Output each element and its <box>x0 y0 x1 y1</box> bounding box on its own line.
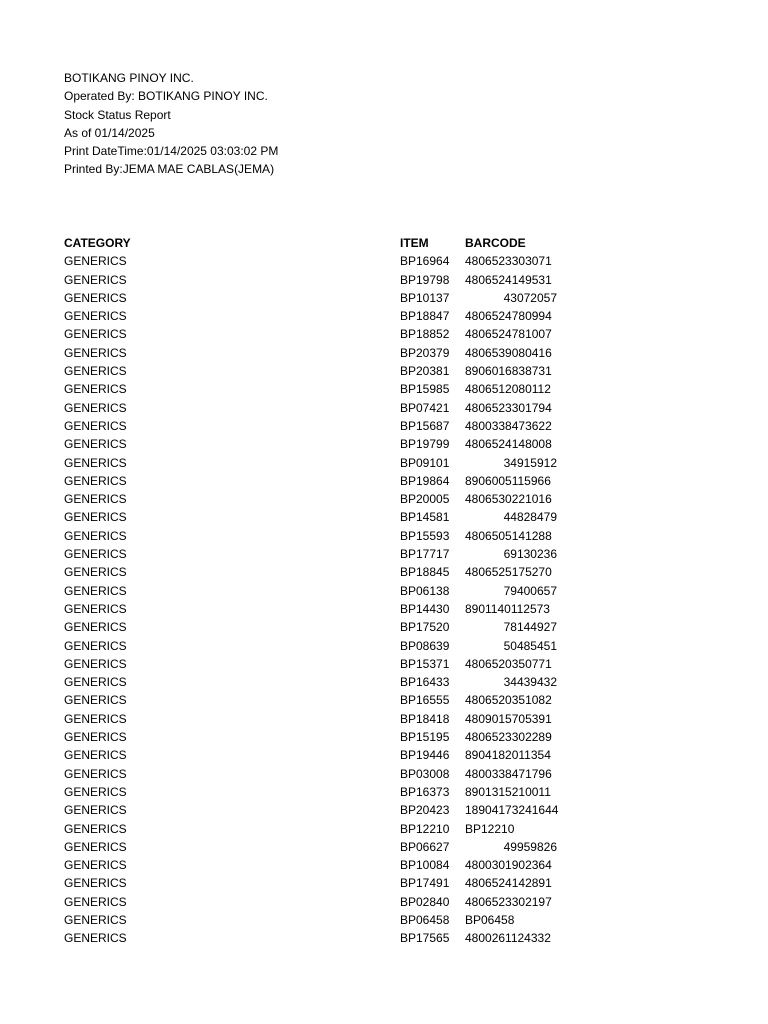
category-cell: GENERICS <box>64 656 127 671</box>
print-datetime: Print DateTime:01/14/2025 03:03:02 PM <box>64 144 279 159</box>
barcode-cell: 4806524142891 <box>465 876 552 891</box>
item-cell: BP14430 <box>400 601 450 616</box>
category-cell: GENERICS <box>64 364 127 379</box>
item-cell: BP09101 <box>400 455 450 470</box>
barcode-cell: 4800338471796 <box>465 766 552 781</box>
category-cell: GENERICS <box>64 400 127 415</box>
table-row <box>64 746 584 764</box>
barcode-cell: 4806512080112 <box>465 382 551 397</box>
stock-table <box>64 234 584 948</box>
item-cell: BP02840 <box>400 894 450 909</box>
category-cell: GENERICS <box>64 382 127 397</box>
barcode-cell: 4800338473622 <box>465 418 552 433</box>
item-cell: BP06138 <box>400 583 450 598</box>
category-cell: GENERICS <box>64 839 127 854</box>
category-cell: GENERICS <box>64 711 127 726</box>
table-row <box>64 435 584 453</box>
barcode-cell: 34915912 <box>503 455 557 470</box>
item-cell: BP17565 <box>400 931 450 946</box>
item-cell: BP17717 <box>400 547 450 562</box>
table-row <box>64 454 584 472</box>
item-cell: BP17491 <box>400 876 450 891</box>
barcode-cell: 79400657 <box>503 583 557 598</box>
category-cell: GENERICS <box>64 601 127 616</box>
barcode-cell: 4806530221016 <box>465 492 552 507</box>
barcode-cell: 4806523301794 <box>465 400 552 415</box>
category-cell: GENERICS <box>64 803 127 818</box>
barcode-cell: 4806524149531 <box>465 272 552 287</box>
category-cell: GENERICS <box>64 473 127 488</box>
barcode-cell: 44828479 <box>503 510 557 525</box>
table-row <box>64 765 584 783</box>
barcode-cell: 8906016838731 <box>465 364 552 379</box>
item-cell: BP12210 <box>400 821 450 836</box>
table-row <box>64 344 584 362</box>
table-row <box>64 618 584 636</box>
table-row <box>64 929 584 947</box>
barcode-cell: 4806520351082 <box>465 693 552 708</box>
column-header-barcode: BARCODE <box>465 236 526 250</box>
barcode-cell: 8901315210011 <box>465 784 551 799</box>
category-cell: GENERICS <box>64 821 127 836</box>
table-body <box>64 252 584 947</box>
category-cell: GENERICS <box>64 583 127 598</box>
item-cell: BP16555 <box>400 693 450 708</box>
barcode-cell: 4806524781007 <box>465 327 552 342</box>
table-row <box>64 362 584 380</box>
category-cell: GENERICS <box>64 876 127 891</box>
category-cell: GENERICS <box>64 748 127 763</box>
category-cell: GENERICS <box>64 254 127 269</box>
category-cell: GENERICS <box>64 437 127 452</box>
as-of-date: As of 01/14/2025 <box>64 125 155 140</box>
barcode-cell: 4809015705391 <box>465 711 552 726</box>
report-header <box>64 69 278 179</box>
barcode-cell: 4806523302197 <box>465 894 552 909</box>
category-cell: GENERICS <box>64 327 127 342</box>
category-cell: GENERICS <box>64 693 127 708</box>
table-row <box>64 325 584 343</box>
item-cell: BP18845 <box>400 565 450 580</box>
barcode-cell: 8901140112573 <box>465 601 550 616</box>
barcode-cell: 49959826 <box>503 839 557 854</box>
category-cell: GENERICS <box>64 912 127 927</box>
item-cell: BP17520 <box>400 620 450 635</box>
category-cell: GENERICS <box>64 675 127 690</box>
category-cell: GENERICS <box>64 784 127 799</box>
table-row <box>64 527 584 545</box>
column-header-item: ITEM <box>400 236 429 250</box>
table-row <box>64 637 584 655</box>
category-cell: GENERICS <box>64 565 127 580</box>
item-cell: BP07421 <box>400 400 450 415</box>
table-row <box>64 399 584 417</box>
item-cell: BP20423 <box>400 803 450 818</box>
barcode-cell: 4806523302289 <box>465 730 552 745</box>
barcode-cell: 34439432 <box>503 675 557 690</box>
barcode-cell: 8904182011354 <box>465 748 551 763</box>
item-cell: BP15371 <box>400 656 450 671</box>
item-cell: BP15593 <box>400 528 450 543</box>
category-cell: GENERICS <box>64 510 127 525</box>
barcode-cell: 4800261124332 <box>465 931 551 946</box>
barcode-cell: BP12210 <box>465 821 515 836</box>
barcode-cell: 43072057 <box>503 290 557 305</box>
table-row <box>64 563 584 581</box>
table-row <box>64 600 584 618</box>
table-row <box>64 545 584 563</box>
table-row <box>64 874 584 892</box>
item-cell: BP15687 <box>400 418 450 433</box>
table-row <box>64 856 584 874</box>
barcode-cell: BP06458 <box>465 912 515 927</box>
table-row <box>64 655 584 673</box>
table-row <box>64 417 584 435</box>
barcode-cell: 4806505141288 <box>465 528 552 543</box>
table-row <box>64 380 584 398</box>
item-cell: BP15985 <box>400 382 450 397</box>
table-row <box>64 472 584 490</box>
item-cell: BP16433 <box>400 675 450 690</box>
column-header-category: CATEGORY <box>64 236 131 250</box>
item-cell: BP19799 <box>400 437 450 452</box>
barcode-cell: 4806524148008 <box>465 437 552 452</box>
table-row <box>64 893 584 911</box>
item-cell: BP14581 <box>400 510 450 525</box>
category-cell: GENERICS <box>64 547 127 562</box>
table-row <box>64 289 584 307</box>
item-cell: BP20005 <box>400 492 450 507</box>
item-cell: BP19798 <box>400 272 450 287</box>
item-cell: BP20379 <box>400 345 450 360</box>
barcode-cell: 18904173241644 <box>465 803 559 818</box>
barcode-cell: 8906005115966 <box>465 473 551 488</box>
table-row <box>64 271 584 289</box>
item-cell: BP08639 <box>400 638 450 653</box>
category-cell: GENERICS <box>64 345 127 360</box>
table-row <box>64 307 584 325</box>
item-cell: BP19446 <box>400 748 450 763</box>
category-cell: GENERICS <box>64 418 127 433</box>
item-cell: BP06458 <box>400 912 450 927</box>
item-cell: BP18418 <box>400 711 450 726</box>
item-cell: BP03008 <box>400 766 450 781</box>
table-row <box>64 252 584 270</box>
category-cell: GENERICS <box>64 638 127 653</box>
item-cell: BP16964 <box>400 254 450 269</box>
table-header-row <box>64 234 584 252</box>
operated-by: Operated By: BOTIKANG PINOY INC. <box>64 89 268 104</box>
category-cell: GENERICS <box>64 931 127 946</box>
barcode-cell: 69130236 <box>503 547 557 562</box>
table-row <box>64 710 584 728</box>
item-cell: BP10084 <box>400 858 450 873</box>
table-row <box>64 691 584 709</box>
item-cell: BP18847 <box>400 309 450 324</box>
table-row <box>64 582 584 600</box>
barcode-cell: 4806520350771 <box>465 656 552 671</box>
category-cell: GENERICS <box>64 766 127 781</box>
table-row <box>64 801 584 819</box>
category-cell: GENERICS <box>64 272 127 287</box>
category-cell: GENERICS <box>64 620 127 635</box>
item-cell: BP16373 <box>400 784 450 799</box>
category-cell: GENERICS <box>64 730 127 745</box>
category-cell: GENERICS <box>64 290 127 305</box>
table-row <box>64 838 584 856</box>
table-row <box>64 911 584 929</box>
category-cell: GENERICS <box>64 528 127 543</box>
item-cell: BP15195 <box>400 730 450 745</box>
category-cell: GENERICS <box>64 894 127 909</box>
category-cell: GENERICS <box>64 858 127 873</box>
item-cell: BP10137 <box>400 290 450 305</box>
barcode-cell: 4806525175270 <box>465 565 552 580</box>
table-row <box>64 728 584 746</box>
table-row <box>64 508 584 526</box>
barcode-cell: 4800301902364 <box>465 858 552 873</box>
category-cell: GENERICS <box>64 492 127 507</box>
item-cell: BP18852 <box>400 327 450 342</box>
table-row <box>64 673 584 691</box>
printed-by: Printed By:JEMA MAE CABLAS(JEMA) <box>64 162 275 177</box>
barcode-cell: 50485451 <box>503 638 557 653</box>
category-cell: GENERICS <box>64 309 127 324</box>
table-row <box>64 783 584 801</box>
item-cell: BP19864 <box>400 473 450 488</box>
barcode-cell: 4806524780994 <box>465 309 552 324</box>
item-cell: BP20381 <box>400 364 450 379</box>
barcode-cell: 78144927 <box>503 620 557 635</box>
table-row <box>64 490 584 508</box>
report-title: Stock Status Report <box>64 107 171 122</box>
barcode-cell: 4806523303071 <box>465 254 552 269</box>
barcode-cell: 4806539080416 <box>465 345 552 360</box>
category-cell: GENERICS <box>64 455 127 470</box>
table-row <box>64 820 584 838</box>
company-name: BOTIKANG PINOY INC. <box>64 71 194 85</box>
item-cell: BP06627 <box>400 839 450 854</box>
